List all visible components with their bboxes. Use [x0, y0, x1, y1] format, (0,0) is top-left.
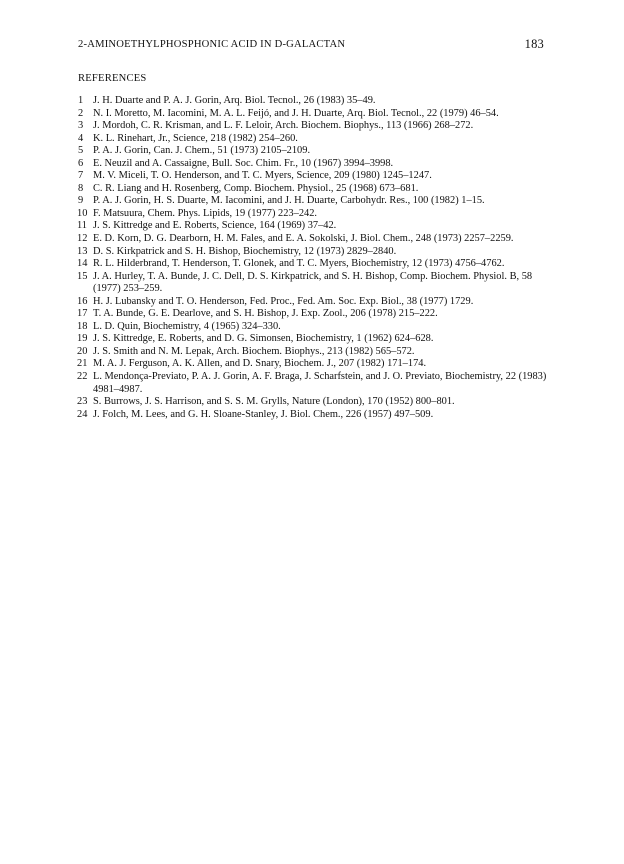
reference-text: P. A. J. Gorin, H. S. Duarte, M. Iacomini, and J. H. Duarte, Carbohydr. Res., 100 (1982) 1–15. [93, 195, 485, 207]
reference-text: K. L. Rinehart, Jr., Science, 218 (1982) 254–260. [93, 132, 298, 144]
reference-text: D. S. Kirkpatrick and S. H. Bishop, Biochemistry, 12 (1973) 2829–2840. [93, 245, 397, 257]
reference-text: J. Mordoh, C. R. Krisman, and L. F. Leloir, Arch. Biochem. Biophys., 113 (1966) 268–272. [93, 120, 474, 132]
page-number: 183 [524, 37, 544, 51]
reference-number: 3 [78, 120, 84, 132]
reference-item [78, 233, 554, 246]
reference-item [78, 396, 554, 409]
reference-number: 21 [77, 358, 88, 370]
reference-item [78, 170, 554, 183]
reference-number: 14 [77, 258, 88, 270]
reference-number: 23 [77, 396, 88, 408]
reference-number: 12 [77, 233, 88, 245]
reference-text: T. A. Bunde, G. E. Dearlove, and S. H. Bishop, J. Exp. Zool., 206 (1978) 215–222. [93, 308, 438, 320]
reference-text: H. J. Lubansky and T. O. Henderson, Fed. Proc., Fed. Am. Soc. Exp. Biol., 38 (1977) 1729. [93, 295, 474, 307]
reference-item [78, 308, 554, 321]
reference-item [78, 333, 554, 346]
reference-text: J. Folch, M. Lees, and G. H. Sloane-Stanley, J. Biol. Chem., 226 (1957) 497–509. [93, 408, 434, 420]
reference-item [78, 346, 554, 359]
reference-item [78, 183, 554, 196]
reference-item [78, 208, 554, 221]
reference-number: 16 [77, 295, 88, 307]
reference-number: 19 [77, 333, 88, 345]
reference-text: J. H. Duarte and P. A. J. Gorin, Arq. Biol. Tecnol., 26 (1983) 35–49. [93, 95, 376, 106]
reference-text: P. A. J. Gorin, Can. J. Chem., 51 (1973) 2105–2109. [93, 145, 311, 157]
section-title: REFERENCES [78, 73, 147, 84]
reference-number: 7 [78, 170, 84, 182]
reference-number: 10 [77, 207, 88, 219]
reference-number: 11 [77, 220, 88, 232]
reference-item [78, 371, 554, 396]
reference-item [78, 271, 554, 296]
reference-text: R. L. Hilderbrand, T. Henderson, T. Glonek, and T. C. Myers, Biochemistry, 12 (1973) 4756–4762. [93, 258, 505, 270]
reference-number: 1 [78, 95, 84, 106]
reference-item [78, 95, 554, 108]
reference-text: E. Neuzil and A. Cassaigne, Bull. Soc. Chim. Fr., 10 (1967) 3994–3998. [93, 157, 394, 169]
reference-text: J. S. Kittredge, E. Roberts, and D. G. Simonsen, Biochemistry, 1 (1962) 624–628. [93, 333, 434, 345]
reference-item [78, 358, 554, 371]
reference-text: M. V. Miceli, T. O. Henderson, and T. C. Myers, Science, 209 (1980) 1245–1247. [93, 170, 432, 182]
reference-item [78, 258, 554, 271]
reference-number: 18 [77, 320, 88, 332]
reference-text: C. R. Liang and H. Rosenberg, Comp. Biochem. Physiol., 25 (1968) 673–681. [93, 182, 419, 194]
reference-number: 9 [78, 195, 84, 207]
reference-item [78, 145, 554, 158]
reference-item [78, 133, 554, 146]
reference-number: 20 [77, 345, 88, 357]
reference-item [78, 246, 554, 259]
reference-number: 17 [77, 308, 88, 320]
reference-item [78, 409, 554, 422]
reference-text: M. A. J. Ferguson, A. K. Allen, and D. Snary, Biochem. J., 207 (1982) 171–174. [93, 358, 427, 370]
reference-number: 5 [78, 145, 84, 157]
reference-number: 13 [77, 245, 88, 257]
reference-number: 6 [78, 157, 84, 169]
reference-number: 22 [77, 371, 88, 383]
reference-text: L. Mendonça-Previato, P. A. J. Gorin, A. F. Braga, J. Scharfstein, and J. O. Previato, Biochemistry, 22 (1983) 4981–4987. [93, 371, 547, 395]
reference-number: 24 [77, 408, 88, 420]
reference-number: 4 [78, 132, 84, 144]
running-title: 2-AMINOETHYLPHOSPHONIC ACID IN D-GALACTAN [78, 39, 346, 50]
reference-item [78, 108, 554, 121]
reference-number: 8 [78, 182, 84, 194]
reference-item [78, 120, 554, 133]
reference-text: J. A. Hurley, T. A. Bunde, J. C. Dell, D. S. Kirkpatrick, and S. H. Bishop, Comp. Biochem. Physiol. B, 58 (1977) 253–259. [93, 270, 533, 295]
reference-number: 2 [78, 107, 84, 119]
reference-text: J. S. Smith and N. M. Lepak, Arch. Biochem. Biophys., 213 (1982) 565–572. [93, 345, 415, 357]
reference-item [78, 321, 554, 334]
reference-text: S. Burrows, J. S. Harrison, and S. S. M. Grylls, Nature (London), 170 (1952) 800–801. [93, 396, 455, 408]
reference-text: F. Matsuura, Chem. Phys. Lipids, 19 (1977) 223–242. [93, 207, 318, 219]
reference-text: L. D. Quin, Biochemistry, 4 (1965) 324–330. [93, 320, 281, 332]
reference-number: 15 [77, 270, 88, 282]
reference-item [78, 195, 554, 208]
reference-text: N. I. Moretto, M. Iacomini, M. A. L. Feijó, and J. H. Duarte, Arq. Biol. Tecnol., 22 (1979) 46–54. [93, 107, 499, 119]
reference-item [78, 296, 554, 309]
reference-list [78, 95, 554, 421]
reference-item [78, 158, 554, 171]
reference-item [78, 220, 554, 233]
reference-text: E. D. Korn, D. G. Dearborn, H. M. Fales, and E. A. Sokolski, J. Biol. Chem., 248 (1973) 2257–2259. [93, 233, 514, 245]
reference-text: J. S. Kittredge and E. Roberts, Science, 164 (1969) 37–42. [93, 220, 337, 232]
